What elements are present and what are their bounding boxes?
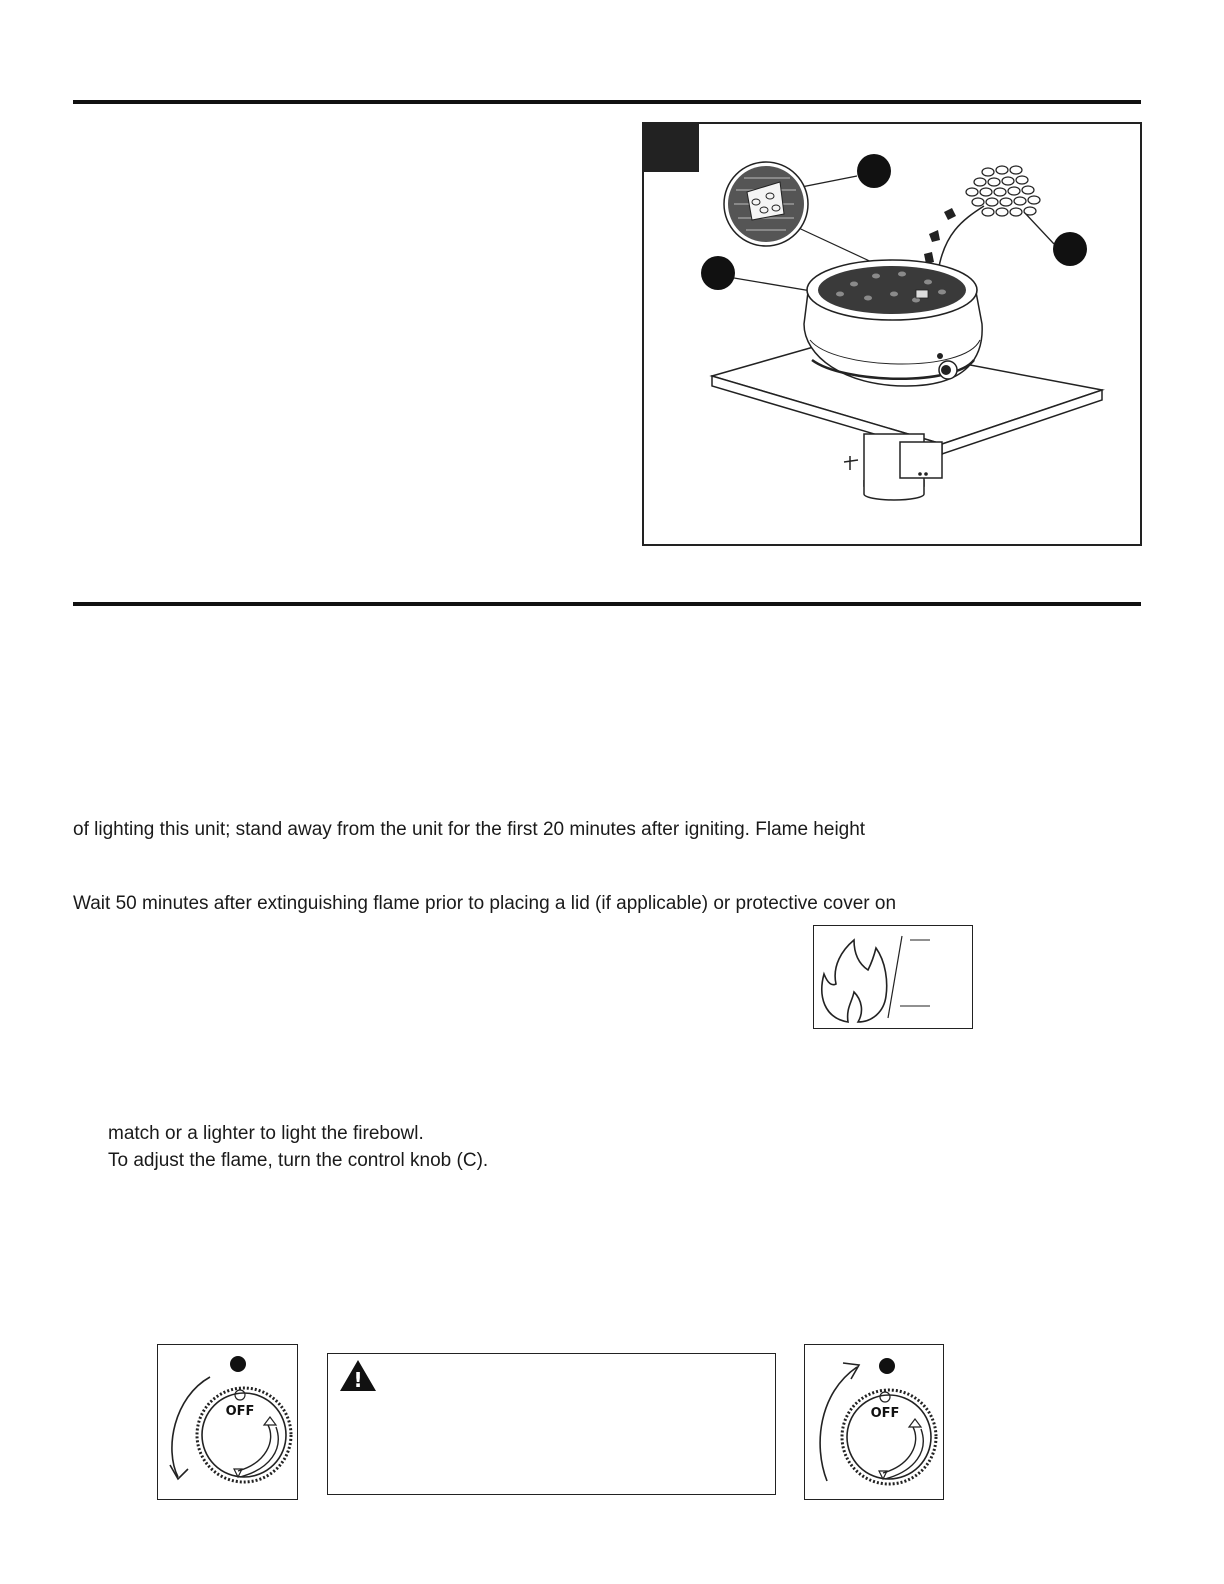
knob-diagram-left [157, 1344, 298, 1500]
instruction-adjust-flame: To adjust the flame, turn the control knob (C). [108, 1150, 489, 1171]
support-post [844, 434, 942, 500]
knob-off-label: OFF [870, 1406, 900, 1421]
step-number-box [644, 124, 699, 172]
assembly-figure [642, 122, 1142, 546]
instruction-light-firebowl: match or a lighter to light the firebowl. [108, 1123, 424, 1144]
callout-circle-c [701, 256, 735, 290]
ignition-dot-icon [879, 1358, 895, 1374]
control-knob-icon [805, 1345, 942, 1498]
knob-diagram-right [804, 1344, 944, 1500]
flame-icon [814, 926, 971, 1027]
ignition-dot-icon [230, 1356, 246, 1372]
section-rule-middle [73, 602, 1141, 606]
flame-height-diagram [813, 925, 973, 1029]
warning-box [327, 1353, 776, 1495]
warning-triangle-icon [338, 1358, 378, 1394]
firebowl [804, 260, 982, 386]
fire-glass-pile [966, 166, 1040, 216]
instruction-flame-height: of lighting this unit; stand away from the unit for the first 20 minutes after igniting. Flame height [73, 819, 866, 840]
instruction-wait-cover: Wait 50 minutes after extinguishing flame prior to placing a lid (if applicable) or protective cover on [73, 893, 897, 914]
section-rule-top [73, 100, 1141, 104]
knob-off-label: OFF [225, 1404, 255, 1419]
callout-circle-b [1053, 232, 1087, 266]
firebowl-illustration [644, 124, 1140, 544]
control-knob-icon [158, 1345, 296, 1498]
callout-circle-a [857, 154, 891, 188]
detail-magnifier [724, 162, 808, 246]
warning-symbol: ! [353, 1368, 363, 1392]
